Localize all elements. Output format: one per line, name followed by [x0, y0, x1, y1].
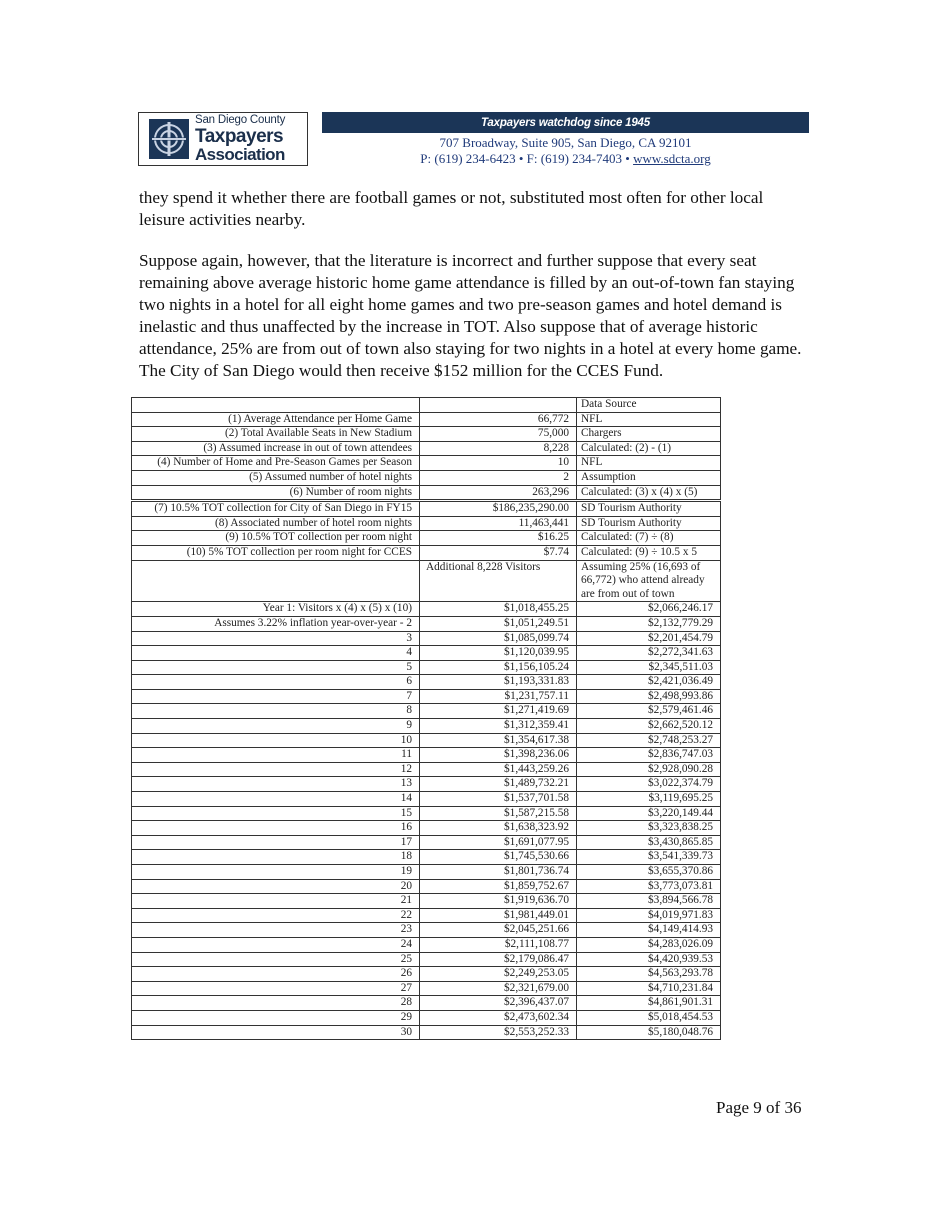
- projection-year: 19: [132, 865, 420, 880]
- assumption-label: (5) Assumed number of hotel nights: [132, 470, 420, 485]
- projection-year: 3: [132, 631, 420, 646]
- assumption-source: NFL: [577, 456, 721, 471]
- projection-year: 15: [132, 806, 420, 821]
- projection-assuming-25pct: $2,201,454.79: [577, 631, 721, 646]
- projection-year: 24: [132, 937, 420, 952]
- tagline-banner: [322, 112, 809, 133]
- table-row: [132, 646, 721, 661]
- projection-assuming-25pct: $2,748,253.27: [577, 733, 721, 748]
- projection-additional-visitors: $1,587,215.58: [420, 806, 577, 821]
- projection-assuming-25pct: $3,119,695.25: [577, 792, 721, 807]
- table-row: [132, 835, 721, 850]
- projection-assuming-25pct: $3,022,374.79: [577, 777, 721, 792]
- projection-assuming-25pct: $2,579,461.46: [577, 704, 721, 719]
- projection-assuming-25pct: $3,773,073.81: [577, 879, 721, 894]
- table-row: [132, 427, 721, 442]
- projection-additional-visitors: $1,120,039.95: [420, 646, 577, 661]
- tot-value: 11,463,441: [420, 516, 577, 531]
- projection-additional-visitors: $2,111,108.77: [420, 937, 577, 952]
- data-source-header: Data Source: [577, 398, 721, 413]
- projection-year: 13: [132, 777, 420, 792]
- assumption-source: Calculated: (2) - (1): [577, 441, 721, 456]
- assumption-label: (1) Average Attendance per Home Game: [132, 412, 420, 427]
- projection-additional-visitors: $2,396,437.07: [420, 996, 577, 1011]
- projection-assuming-25pct: $3,323,838.25: [577, 821, 721, 836]
- projection-additional-visitors: $1,156,105.24: [420, 660, 577, 675]
- projection-year: 23: [132, 923, 420, 938]
- projection-additional-visitors: $1,051,249.51: [420, 616, 577, 631]
- tagline-text: Taxpayers watchdog since 1945: [481, 116, 650, 129]
- projection-assuming-25pct: $5,018,454.53: [577, 1010, 721, 1025]
- tot-projection-table: [131, 397, 721, 1040]
- projection-year: 14: [132, 792, 420, 807]
- assumption-value: 75,000: [420, 427, 577, 442]
- projection-additional-visitors: $2,249,253.05: [420, 967, 577, 982]
- projection-assuming-25pct: $4,283,026.09: [577, 937, 721, 952]
- projection-additional-visitors: $1,354,617.38: [420, 733, 577, 748]
- projection-assuming-25pct: $4,861,901.31: [577, 996, 721, 1011]
- assumption-value: 2: [420, 470, 577, 485]
- assumption-source: Assumption: [577, 470, 721, 485]
- tot-source: SD Tourism Authority: [577, 516, 721, 531]
- projection-assuming-25pct: $3,655,370.86: [577, 865, 721, 880]
- projection-header-row: [132, 560, 721, 602]
- table-row: [132, 689, 721, 704]
- table-row: [132, 675, 721, 690]
- phone-fax: P: (619) 234-6423 • F: (619) 234-7403 •: [420, 150, 634, 166]
- table-row: [132, 777, 721, 792]
- logo-line-2: Taxpayers: [195, 125, 284, 147]
- table-row: [132, 967, 721, 982]
- projection-assuming-25pct: $2,345,511.03: [577, 660, 721, 675]
- table-row: [132, 501, 721, 517]
- assumption-label: (4) Number of Home and Pre-Season Games per Season: [132, 456, 420, 471]
- projection-year: 12: [132, 762, 420, 777]
- projection-additional-visitors: $1,919,636.70: [420, 894, 577, 909]
- projection-year: 17: [132, 835, 420, 850]
- projection-year: 26: [132, 967, 420, 982]
- projection-assuming-25pct: $2,662,520.12: [577, 719, 721, 734]
- projection-assuming-25pct: $3,894,566.78: [577, 894, 721, 909]
- table-row: [132, 456, 721, 471]
- tot-source: SD Tourism Authority: [577, 501, 721, 517]
- tot-value: $7.74: [420, 545, 577, 560]
- projection-additional-visitors: $1,271,419.69: [420, 704, 577, 719]
- projection-year: 28: [132, 996, 420, 1011]
- projection-year: 21: [132, 894, 420, 909]
- table-row: [132, 748, 721, 763]
- table-row: [132, 616, 721, 631]
- projection-additional-visitors: $2,553,252.33: [420, 1025, 577, 1040]
- projection-assuming-25pct: $3,220,149.44: [577, 806, 721, 821]
- projection-year: 6: [132, 675, 420, 690]
- projection-assuming-25pct: $4,019,971.83: [577, 908, 721, 923]
- projection-assuming-25pct: $2,132,779.29: [577, 616, 721, 631]
- projection-assuming-25pct: $4,710,231.84: [577, 981, 721, 996]
- projection-header-additional: Additional 8,228 Visitors: [420, 560, 577, 602]
- street-address: 707 Broadway, Suite 905, San Diego, CA 92101: [439, 135, 692, 150]
- projection-year: 10: [132, 733, 420, 748]
- assumption-label: (2) Total Available Seats in New Stadium: [132, 427, 420, 442]
- table-row: [132, 792, 721, 807]
- table-row: [132, 821, 721, 836]
- projection-additional-visitors: $1,801,736.74: [420, 865, 577, 880]
- projection-assuming-25pct: $2,836,747.03: [577, 748, 721, 763]
- projection-additional-visitors: $1,691,077.95: [420, 835, 577, 850]
- logo-line-1: San Diego County: [195, 114, 286, 127]
- assumption-value: 8,228: [420, 441, 577, 456]
- table-row: [132, 733, 721, 748]
- projection-year: 20: [132, 879, 420, 894]
- projection-additional-visitors: $1,231,757.11: [420, 689, 577, 704]
- tot-label: (8) Associated number of hotel room nights: [132, 516, 420, 531]
- assumption-label: (3) Assumed increase in out of town attendees: [132, 441, 420, 456]
- table-row: [132, 937, 721, 952]
- table-row: [132, 704, 721, 719]
- table-row: [132, 470, 721, 485]
- projection-additional-visitors: $1,859,752.67: [420, 879, 577, 894]
- projection-assuming-25pct: $3,541,339.73: [577, 850, 721, 865]
- assumption-value: 66,772: [420, 412, 577, 427]
- address-block: [322, 135, 809, 166]
- projection-additional-visitors: $1,443,259.26: [420, 762, 577, 777]
- projection-assuming-25pct: $2,272,341.63: [577, 646, 721, 661]
- projection-additional-visitors: $1,745,530.66: [420, 850, 577, 865]
- projection-header-blank: [132, 560, 420, 602]
- table-row: [132, 894, 721, 909]
- projection-additional-visitors: $1,489,732.21: [420, 777, 577, 792]
- table-row: [132, 441, 721, 456]
- tot-label: (9) 10.5% TOT collection per room night: [132, 531, 420, 546]
- table-row: [132, 865, 721, 880]
- projection-year: 11: [132, 748, 420, 763]
- projection-additional-visitors: $2,321,679.00: [420, 981, 577, 996]
- sdcta-logo: [138, 112, 308, 166]
- table-row: [132, 412, 721, 427]
- table-row: [132, 981, 721, 996]
- table-row: [132, 1010, 721, 1025]
- tot-source: Calculated: (7) ÷ (8): [577, 531, 721, 546]
- projection-additional-visitors: $2,179,086.47: [420, 952, 577, 967]
- projection-assuming-25pct: $4,149,414.93: [577, 923, 721, 938]
- projection-year: 7: [132, 689, 420, 704]
- table-row: [132, 879, 721, 894]
- tot-label: (10) 5% TOT collection per room night for CCES: [132, 545, 420, 560]
- projection-year: 29: [132, 1010, 420, 1025]
- projection-additional-visitors: $2,473,602.34: [420, 1010, 577, 1025]
- table-row: [132, 762, 721, 777]
- projection-additional-visitors: $1,312,359.41: [420, 719, 577, 734]
- table-row: [132, 545, 721, 560]
- assumption-value: 10: [420, 456, 577, 471]
- projection-assuming-25pct: $2,498,993.86: [577, 689, 721, 704]
- projection-additional-visitors: $1,018,455.25: [420, 602, 577, 617]
- projection-year: 8: [132, 704, 420, 719]
- projection-additional-visitors: $1,638,323.92: [420, 821, 577, 836]
- assumption-source: NFL: [577, 412, 721, 427]
- table-row: [132, 531, 721, 546]
- table-row: [132, 850, 721, 865]
- projection-additional-visitors: $1,193,331.83: [420, 675, 577, 690]
- table-row: [132, 660, 721, 675]
- projection-additional-visitors: $1,398,236.06: [420, 748, 577, 763]
- projection-year: 25: [132, 952, 420, 967]
- projection-year: 16: [132, 821, 420, 836]
- projection-additional-visitors: $2,045,251.66: [420, 923, 577, 938]
- table-header-row: [132, 398, 721, 413]
- table-row: [132, 485, 721, 501]
- tot-label: (7) 10.5% TOT collection for City of San Diego in FY15: [132, 501, 420, 517]
- projection-year: 30: [132, 1025, 420, 1040]
- paragraph-1: they spend it whether there are football games or not, substituted most often for other local leisure activities nearby.: [139, 188, 764, 229]
- projection-assuming-25pct: $4,563,293.78: [577, 967, 721, 982]
- sdcta-seal-icon: [149, 119, 189, 159]
- assumption-value: 263,296: [420, 485, 577, 501]
- projection-assuming-25pct: $5,180,048.76: [577, 1025, 721, 1040]
- projection-additional-visitors: $1,085,099.74: [420, 631, 577, 646]
- projection-year: 5: [132, 660, 420, 675]
- projection-year: 9: [132, 719, 420, 734]
- projection-assuming-25pct: $4,420,939.53: [577, 952, 721, 967]
- projection-year: 4: [132, 646, 420, 661]
- table-row: [132, 516, 721, 531]
- assumption-source: Calculated: (3) x (4) x (5): [577, 485, 721, 501]
- projection-year: 27: [132, 981, 420, 996]
- table-row: [132, 631, 721, 646]
- projection-assuming-25pct: $2,066,246.17: [577, 602, 721, 617]
- projection-year: 22: [132, 908, 420, 923]
- projection-year: Year 1: Visitors x (4) x (5) x (10): [132, 602, 420, 617]
- logo-line-3: Association: [195, 144, 285, 164]
- table-row: [132, 996, 721, 1011]
- table-row: [132, 908, 721, 923]
- table-row: [132, 719, 721, 734]
- table-row: [132, 602, 721, 617]
- projection-assuming-25pct: $2,928,090.28: [577, 762, 721, 777]
- projection-header-assuming: Assuming 25% (16,693 of 66,772) who attend already are from out of town: [577, 560, 721, 602]
- paragraph-2: Suppose again, however, that the literature is incorrect and further suppose that every seat remaining above average historic home game attendance is filled by an out-of-town fan staying two nights in a hotel for all eight home games and two pre-season games and hotel demand is inelastic and thus unaffected by the increase in TOT. Also suppose that of average historic attendance, 25% are from out of town also staying for two nights in a hotel at every home game. The City of San Diego would then receive $152 million for the CCES Fund.: [139, 251, 802, 380]
- table-row: [132, 952, 721, 967]
- tot-value: $16.25: [420, 531, 577, 546]
- tot-source: Calculated: (9) ÷ 10.5 x 5: [577, 545, 721, 560]
- projection-assuming-25pct: $3,430,865.85: [577, 835, 721, 850]
- projection-year: Assumes 3.22% inflation year-over-year - 2: [132, 616, 420, 631]
- projection-additional-visitors: $1,981,449.01: [420, 908, 577, 923]
- assumption-label: (6) Number of room nights: [132, 485, 420, 501]
- page-number: Page 9 of 36: [716, 1098, 802, 1117]
- projection-additional-visitors: $1,537,701.58: [420, 792, 577, 807]
- tot-value: $186,235,290.00: [420, 501, 577, 517]
- projection-assuming-25pct: $2,421,036.49: [577, 675, 721, 690]
- projection-year: 18: [132, 850, 420, 865]
- table-row: [132, 1025, 721, 1040]
- table-row: [132, 923, 721, 938]
- website-link[interactable]: www.sdcta.org: [633, 150, 711, 166]
- contact-line: [322, 151, 809, 167]
- table-row: [132, 806, 721, 821]
- assumption-source: Chargers: [577, 427, 721, 442]
